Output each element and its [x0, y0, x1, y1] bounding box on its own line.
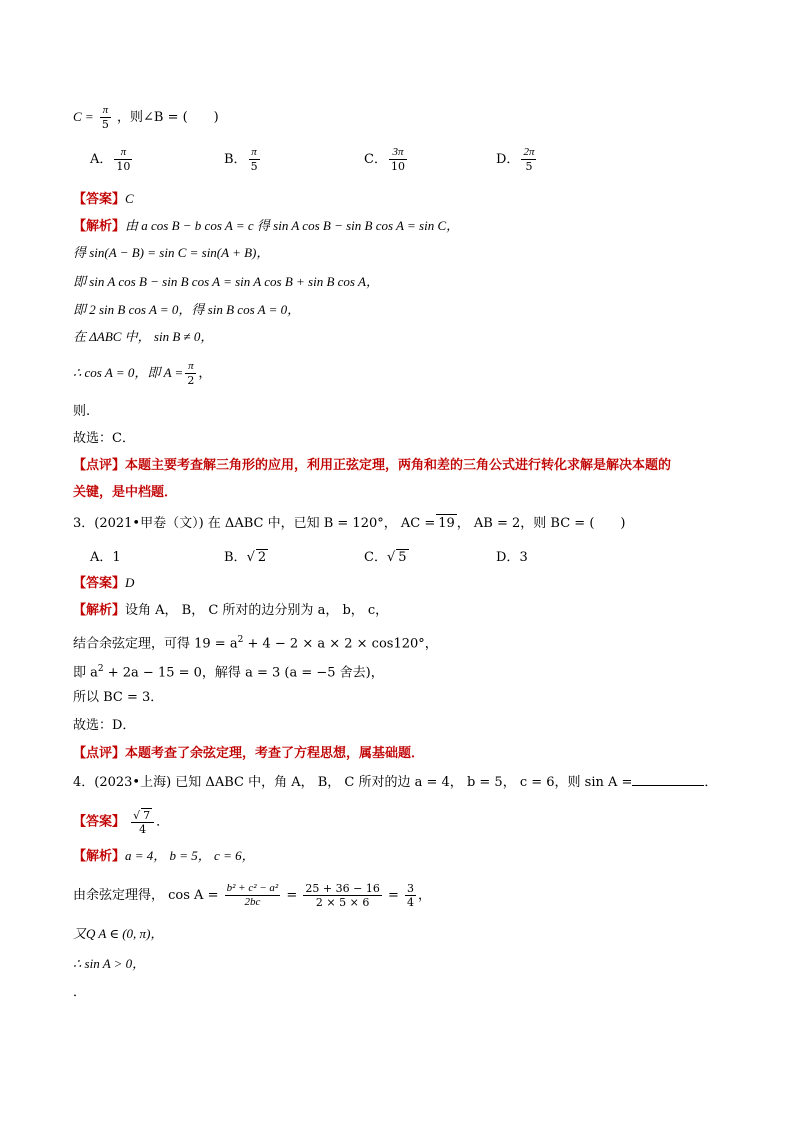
q3-analysis-1: 【解析】设角 A， B， C 所对的边分别为 a， b， c，	[73, 603, 389, 618]
q2-analysis-5: 在 ΔABC 中， sin B ≠ 0，	[73, 329, 214, 344]
q2-comment-2: 关键，是中档题．	[73, 485, 178, 500]
q4-cos-formula: 由余弦定理得， cos A = $\frac{\text{b² + c² − a²}}{2bc}$ = $\frac{25 + 36 - 16}{2 \times 5 \times 6}$ = $\frac{3}{4}$ ，	[73, 882, 432, 909]
answer-blank	[632, 773, 704, 786]
q4-range: 又Q A ∈ (0, π)，	[73, 926, 164, 941]
q2-option-b: B． $\frac{\pi}{5}$	[224, 146, 258, 173]
q2-analysis-3: 即 sin A cos B − sin B cos A = sin A cos B + sin B cos A，	[73, 274, 379, 289]
q2-option-a: A． $\frac{\pi}{10}$	[90, 146, 131, 173]
q4-stem: 4．(2023•上海) 已知 ΔABC 中，角 A， B， C 所对的边 a = 4， b = 5， c = 6，则 sin A = ．	[73, 775, 718, 790]
q3-analysis-4: 所以 BC = 3．	[73, 690, 164, 705]
q4-analysis-1: 【解析】a = 4， b = 5， c = 6，	[73, 848, 255, 864]
q3-analysis-2: 结合余弦定理，可得 $19 = a^2 + 4 - 2 \times a \times 2 \times \cos 120^\circ$，	[73, 635, 438, 652]
q2-conclusion: ∴ cos A = 0，即 A = $\frac{\pi}{2}$ ，	[73, 360, 212, 387]
q2-analysis-2: 得 sin(A − B) = sin C = sin(A + B)，	[73, 245, 270, 260]
q3-choose: 故选：D．	[73, 718, 136, 733]
q2-stem: C = $\frac{\pi}{5}$ ，则∠B = ( )	[73, 104, 219, 131]
q2-option-c: C． $\frac{3\pi}{10}$	[364, 146, 405, 173]
q4-answer: 【答案】 $\frac{√ 7}{4}$ ．	[73, 809, 170, 836]
q2-comment-1: 【点评】本题主要考查解三角形的应用，利用正弦定理，两角和差的三角公式进行转化求解是解决本题的	[73, 458, 672, 473]
q3-option-a: A．1	[90, 550, 121, 565]
q4-sin-positive: ∴ sin A > 0，	[73, 956, 146, 971]
q3-comment: 【点评】本题考查了余弦定理，考查了方程思想，属基础题．	[73, 746, 425, 761]
q2-stem-fraction: $\frac{\pi}{5}$	[101, 104, 109, 131]
q2-analysis-4: 即 2 sin B cos A = 0，得 sin B cos A = 0，	[73, 302, 301, 317]
q3-analysis-3: 即 $a^2 + 2a - 15 = 0$，解得 a = 3 (a = −5 舍去)，	[73, 664, 384, 681]
q3-option-b: B．√ 2	[224, 550, 267, 565]
q2-ze: 则.	[73, 404, 91, 419]
q2-analysis-1: 【解析】由 a cos B − b cos A = c 得 sin A cos B − sin B cos A = sin C，	[73, 218, 460, 234]
q2-answer: 【答案】C	[73, 191, 134, 207]
q4-dot: ．	[73, 985, 87, 1000]
q3-option-c: C．√ 5	[364, 550, 407, 565]
q3-option-d: D．3	[496, 550, 528, 565]
q3-answer: 【答案】D	[73, 575, 135, 591]
q2-option-d: D． $\frac{2\pi}{5}$	[496, 146, 535, 173]
q3-stem: 3．(2021•甲卷（文）) 在 ΔABC 中，已知 B = 120°， AC = 19 ， AB = 2，则 BC = ( )	[73, 516, 626, 531]
q2-choose: 故选：C．	[73, 431, 135, 446]
